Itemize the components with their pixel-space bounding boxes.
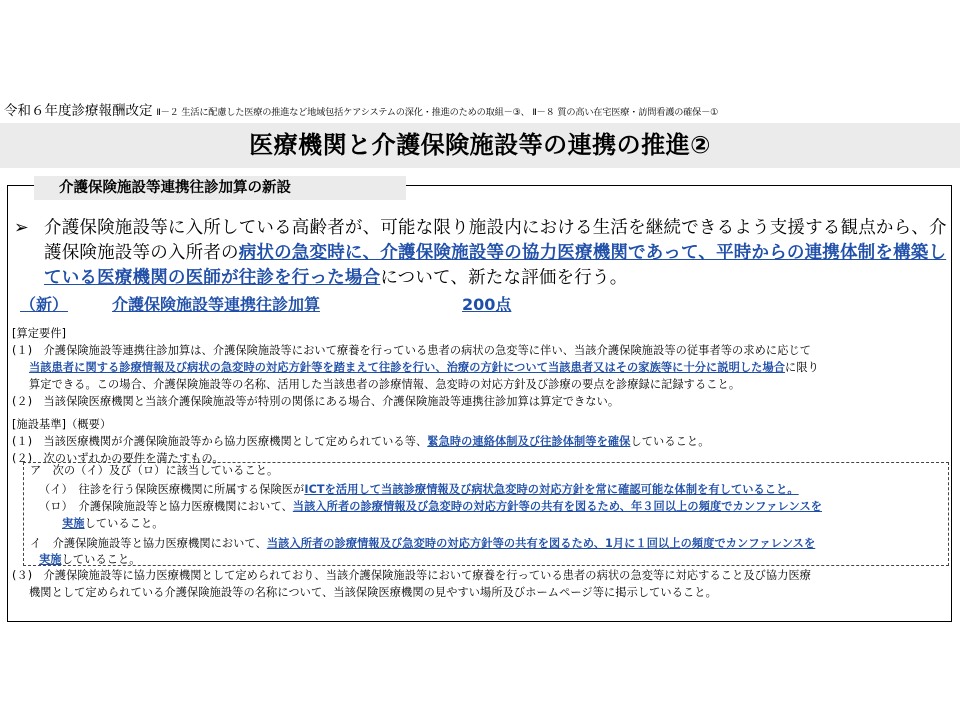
facility-line-4: 機関として定められている介護保険施設等の名称について、当該保険医療機関の見やすい場所及びホームページ等に掲示していること。 (29, 586, 717, 599)
page-title: 医療機関と介護保険施設等の連携の推進② (0, 123, 960, 168)
summary-text-tail: について、新たな評価を行う。 (380, 268, 628, 288)
req-a-line: ア 次の（イ）及び（ロ）に該当していること。 (30, 464, 279, 477)
addition-points: 200点 (462, 295, 512, 314)
section-tab: 介護保険施設等連携往診加算の新設 (34, 176, 406, 200)
calc-line-4: (２) 当該保険医療機関と当該介護保険施設等が特別の関係にある場合、介護保険施設等連携往診加算は算定できない。 (12, 395, 620, 408)
addition-name: 介護保険施設等連携往診加算 (112, 295, 321, 314)
req-i2-line: イ 介護保険施設等と協力医療機関において、当該入所者の診療情報及び急変時の対応方針等の共有を図るため、1月に１回以上の頻度でカンファレンスを (30, 537, 816, 550)
summary-text: 介護保険施設等に入所している高齢者が、可能な限り施設内における生活を継続できるよう支援する観点から、介護保険施設等の入所者の (44, 218, 947, 263)
req-ro-line-2: 実施していること。 (62, 517, 164, 530)
calc-line-1: (１) 介護保険施設等連携往診加算は、介護保険施設等において療養を行っている患者の病状の急変等に伴い、当該介護保険施設等の従事者等の求めに応じて (12, 344, 812, 357)
section-reference: Ⅱ－２ 生活に配慮した医療の推進など地域包括ケアシステムの深化・推進のための取組－③、 Ⅱ－８ 質の高い在宅医療・訪問看護の確保－① (156, 107, 719, 118)
facility-line-1: (１) 当該医療機関が介護保険施設等から協力医療機関として定められている等、緊急時の連絡体制及び往診体制等を確保していること。 (12, 435, 710, 448)
new-tag: （新） (20, 295, 69, 314)
revision-label: 令和６年度診療報酬改定 (4, 103, 153, 119)
req-i-line: （イ） 往診を行う保険医療機関に所属する保険医がICTを活用して当該診療情報及び病状急変時の対応方針を常に確認可能な体制を有していること。 (39, 483, 799, 496)
summary-emphasis: 病状の急変時に、介護保険施設等の協力医療機関であって、平時からの連携体制を構築している医療機関の医師が往診を行った場合 (44, 243, 947, 288)
summary-paragraph (14, 216, 947, 288)
facility-line-3: (３) 介護保険施設等に協力医療機関として定められており、当該介護保険施設等において療養を行っている患者の病状の急変等に対応すること及び協力医療 (12, 569, 812, 582)
req-ro-line: （ロ） 介護保険施設等と協力医療機関において、当該入所者の診療情報及び急変時の対応方針等の共有を図るため、年３回以上の頻度でカンファレンスを (39, 500, 823, 513)
req-i2-line-2: 実施していること。 (39, 553, 141, 566)
summary-body (44, 216, 949, 291)
header-line (4, 101, 956, 121)
calc-line-3: 算定できる。この場合、介護保険施設等の名称、活用した当該患者の診療情報、急変時の対応方針及び診療の要点を診療録に記録すること。 (29, 378, 741, 391)
facility-line-2: (２) 次のいずれかの要件を満たすもの。 (12, 452, 224, 465)
calc-heading: [算定要件] (12, 327, 67, 340)
facility-heading: [施設基準]（概要） (12, 418, 112, 431)
calc-line-2: 当該患者に関する診療情報及び病状の急変時の対応方針等を踏まえて往診を行い、治療の方針について当該患者又はその家族等に十分に説明した場合に限り (29, 361, 819, 374)
arrow-bullet-icon: ➢ (14, 218, 29, 238)
